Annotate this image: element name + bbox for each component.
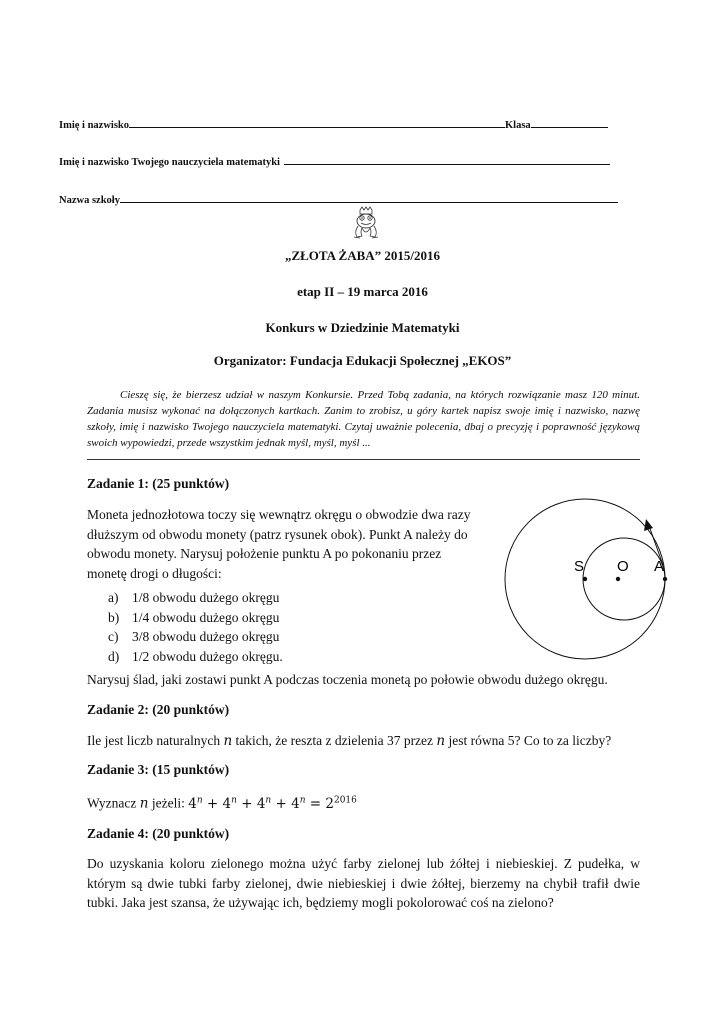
eq-base: 4 (188, 795, 197, 812)
option-key: b) (108, 609, 120, 625)
point-a (663, 577, 667, 581)
list-item (108, 627, 283, 647)
eq-exp-var: n (196, 795, 203, 805)
point-s (583, 577, 587, 581)
option-text: 1/8 obwodu dużego okręgu (132, 590, 280, 605)
task4-title: Zadanie 4: (20 punktów) (87, 826, 230, 841)
option-key: c) (108, 629, 119, 644)
eq-exp: 2016 (333, 795, 357, 805)
task3-text-b: jeżeli: (148, 795, 189, 811)
eq-plus: + (202, 795, 223, 812)
name-line[interactable] (129, 117, 505, 128)
name-field-row (59, 117, 608, 131)
eq-base: 4 (222, 795, 232, 812)
school-label: Nazwa szkoły (59, 195, 120, 206)
eq-equals: = 2 (305, 795, 334, 812)
school-field-row (59, 192, 618, 206)
teacher-label: Imię i nazwisko Twojego nauczyciela matematyki (59, 157, 280, 168)
task2-var: n (436, 733, 446, 749)
task1-line4: monetę drogi o długości: (87, 565, 222, 581)
task2-text-a: Ile jest liczb naturalnych (87, 733, 224, 748)
task1-title: Zadanie 1: (25 punktów) (87, 476, 230, 491)
task1-line3: obwodu monety. Narysuj położenie punktu A po pokonaniu przez (87, 546, 442, 561)
list-item (108, 608, 283, 628)
class-line[interactable] (531, 117, 608, 128)
teacher-line[interactable] (284, 154, 610, 165)
competition-title: Konkurs w Dziedzinie Matematyki (265, 320, 460, 335)
eq-base: 4 (256, 795, 266, 812)
task1-line2: dłuższym od obwodu monety (patrz rysunek obok). Punkt A należy do (87, 526, 468, 542)
task1-extra: Narysuj ślad, jaki zostawi punkt A podczas toczenia monetą po połowie obwodu dużego okręgu. (87, 672, 608, 687)
task1-text (87, 505, 487, 583)
eq-plus: + (236, 795, 257, 812)
task2-title: Zadanie 2: (20 punktów) (87, 702, 230, 717)
eq-base: 4 (291, 795, 300, 812)
option-text: 3/8 obwodu dużego okręgu (132, 629, 280, 644)
task1-options (108, 588, 283, 666)
eq-exp-var: n (299, 795, 306, 805)
list-item (108, 588, 283, 608)
task3-text (87, 791, 647, 814)
task3-title: Zadanie 3: (15 punktów) (87, 762, 230, 777)
option-key: d) (108, 648, 120, 664)
coin-circle-diagram (500, 495, 670, 665)
list-item (108, 647, 283, 667)
task2-text-c: jest równa 5? Co to za liczby? (445, 733, 612, 748)
option-text: 1/4 obwodu dużego okręgu (132, 609, 280, 625)
divider (87, 459, 640, 460)
label-a: A (654, 558, 665, 575)
name-label: Imię i nazwisko (59, 120, 130, 131)
task3-equation (188, 796, 357, 812)
task1-line1: Moneta jednozłotowa toczy się wewnątrz okręgu o obwodzie dwa razy (87, 507, 471, 522)
teacher-field-row (59, 154, 610, 168)
arrowhead-icon (644, 519, 653, 531)
school-line[interactable] (120, 192, 618, 203)
task3-text-a: Wyznacz (87, 795, 140, 811)
organizer-title: Organizator: Fundacja Edukacji Społecznej „EKOS” (213, 353, 512, 368)
eq-exp-var: n (231, 795, 237, 805)
frog-logo-icon (348, 206, 384, 242)
option-key: a) (108, 590, 119, 605)
intro-paragraph: Cieszę się, że bierzesz udział w naszym Konkursie. Przed Tobą zadania, na których rozwiązanie masz 120 minut. Zadania musisz wykonać na dołączonych kartkach. Zanim to zrobisz, u góry kartek napisz swoje imię i nazwisko, nazwę szkoły, imię i nazwisko Twojego nauczyciela matematyki. Czytaj uważnie polecenia, dbaj o precyzję i poprawność językową swoich wypowiedzi, przede wszystkim jednak myśl, myśl, myśl ... (87, 389, 640, 449)
task4-text: Do uzyskania koloru zielonego można użyć farby zielonej lub żółtej i niebieskiej. Z pudełka, w którym są dwie tubki farby zielonej, dwie niebieskiej i dwie żółtej, bierzemy na chybił trafił dwie tubki. Jaka jest szansa, że używając ich, będziemy mogli pokolorować coś na zielono? (87, 856, 640, 910)
task2-text (87, 731, 647, 752)
class-label: Klasa (505, 120, 531, 131)
eq-plus: + (271, 795, 292, 812)
task2-var: n (223, 733, 233, 749)
label-s: S (574, 558, 585, 575)
option-text: 1/2 obwodu dużego okręgu. (132, 648, 283, 664)
eq-exp-var: n (265, 795, 272, 805)
stage-title: etap II – 19 marca 2016 (297, 284, 428, 299)
point-o (616, 577, 620, 581)
task2-text-b: takich, że reszta z dzielenia 37 przez (232, 733, 437, 748)
label-o: O (617, 558, 629, 575)
small-circle-coin (583, 538, 665, 620)
contest-title: „ZŁOTA ŻABA” 2015/2016 (284, 248, 441, 263)
task3-var: n (139, 795, 149, 812)
